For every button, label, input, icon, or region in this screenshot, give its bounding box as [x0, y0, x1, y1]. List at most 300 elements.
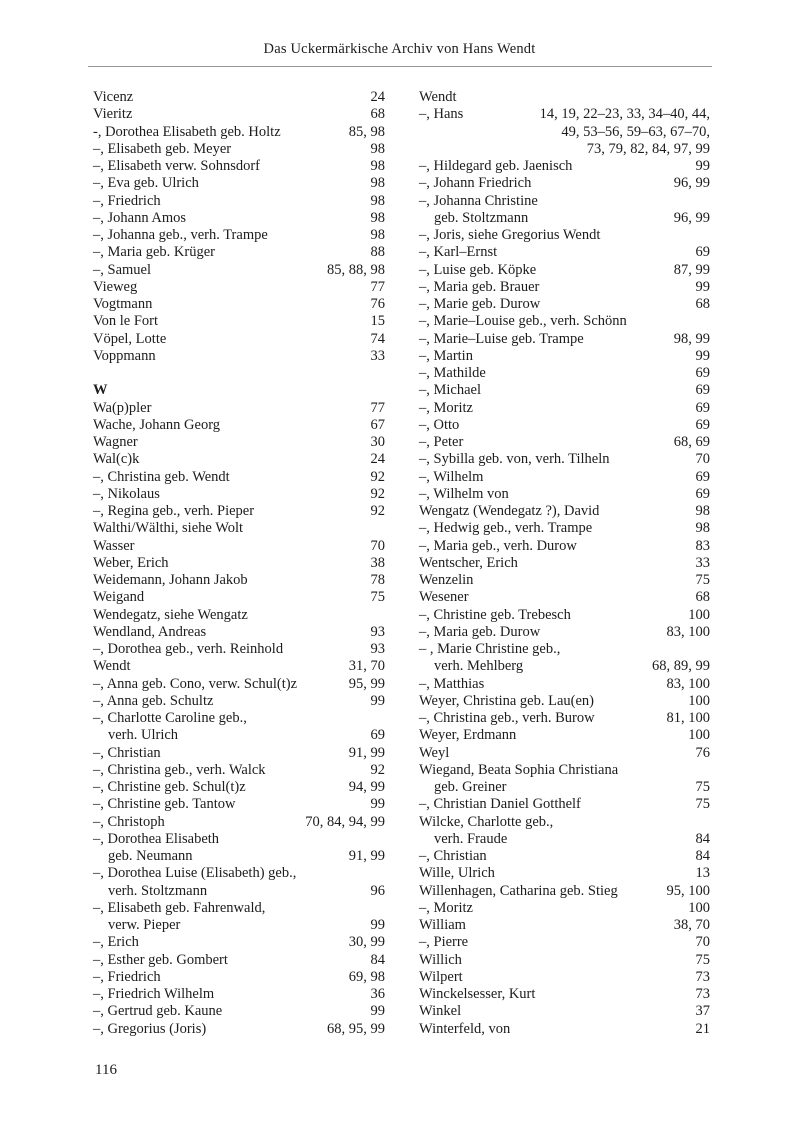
- entry-pages: 68: [695, 589, 710, 606]
- index-row: [93, 952, 385, 969]
- index-row: [93, 727, 385, 744]
- entry-name: –, Christina geb. Wendt: [93, 468, 230, 485]
- entry-name: Vöpel, Lotte: [93, 330, 167, 347]
- index-row: [93, 331, 385, 348]
- index-row: [419, 710, 710, 727]
- entry-pages: 84: [695, 830, 710, 847]
- entry-name: Weyer, Christina geb. Lau(en): [419, 692, 595, 709]
- page-number: 116: [95, 1062, 117, 1078]
- entry-name: –, Samuel: [93, 261, 151, 278]
- entry-pages: 70, 84, 94, 99: [305, 813, 385, 830]
- entry-name: verh. Stoltzmann: [108, 882, 208, 899]
- entry-name: Wendt: [93, 658, 131, 675]
- entry-name: –, Hans: [419, 106, 464, 123]
- entry-name: verh. Ulrich: [108, 727, 179, 744]
- entry-pages: 84: [370, 951, 385, 968]
- index-row: [93, 89, 385, 106]
- header-rule: [88, 66, 712, 67]
- index-row: [419, 641, 710, 658]
- index-row: [419, 831, 710, 848]
- entry-pages: 96, 99: [673, 175, 710, 192]
- entry-pages: 75: [695, 779, 710, 795]
- index-row: [419, 1021, 710, 1038]
- entry-pages: 68, 95, 99: [327, 1020, 385, 1037]
- entry-pages: 100: [688, 606, 710, 623]
- entry-pages: 88: [370, 244, 385, 261]
- index-column-left: [93, 89, 385, 1038]
- index-row: [93, 365, 385, 382]
- entry-name: geb. Stoltzmann: [434, 209, 529, 226]
- entry-name: –, Anna geb. Schultz: [93, 692, 214, 709]
- index-row: [93, 434, 385, 451]
- entry-pages: 95, 99: [348, 675, 385, 692]
- index-row: [93, 193, 385, 210]
- entry-pages: 93: [370, 641, 385, 657]
- entry-pages: 69: [695, 416, 710, 433]
- entry-pages: 69: [370, 727, 385, 744]
- entry-name: –, Maria geb. Krüger: [93, 244, 215, 261]
- entry-name: –, Regina geb., verh. Pieper: [93, 503, 255, 519]
- index-row: [419, 848, 710, 865]
- entry-pages: 84: [695, 848, 710, 864]
- index-row: [419, 969, 710, 986]
- entry-pages: 98: [370, 209, 385, 226]
- entry-name: –, Nikolaus: [93, 485, 160, 502]
- entry-pages: 74: [370, 330, 385, 347]
- entry-pages: 68: [370, 106, 385, 123]
- index-row: [93, 244, 385, 261]
- entry-name: –, Maria geb. Brauer: [419, 278, 540, 295]
- entry-pages: 92: [370, 468, 385, 485]
- entry-pages: 24: [370, 89, 385, 105]
- entry-name: verw. Pieper: [108, 917, 181, 933]
- entry-name: –, Christian: [93, 744, 161, 761]
- index-row: [419, 503, 710, 520]
- entry-name: Wache, Johann Georg: [93, 416, 221, 433]
- entry-pages: 83, 100: [666, 623, 710, 640]
- entry-pages: 87, 99: [673, 261, 710, 278]
- index-row: [419, 227, 710, 244]
- index-row: [419, 158, 710, 175]
- entry-name: Willich: [419, 951, 462, 968]
- entry-name: Von le Fort: [93, 313, 158, 330]
- index-row: [93, 1003, 385, 1020]
- entry-name: verh. Fraude: [434, 830, 508, 847]
- index-row: [93, 382, 385, 399]
- entry-pages: 94, 99: [348, 779, 385, 795]
- entry-pages: 73: [695, 986, 710, 1002]
- entry-name: –, Friedrich Wilhelm: [93, 986, 215, 1002]
- index-row: [93, 900, 385, 917]
- index-row: [93, 589, 385, 606]
- entry-name: –, Wilhelm: [419, 468, 484, 485]
- entry-pages: 81, 100: [666, 710, 710, 726]
- entry-pages: 13: [695, 865, 710, 882]
- entry-pages: 37: [695, 1003, 710, 1020]
- entry-name: Vicenz: [93, 89, 134, 105]
- entry-name: –, Johann Friedrich: [419, 175, 532, 192]
- index-row: [419, 89, 710, 106]
- entry-pages: 75: [695, 951, 710, 968]
- index-row: [93, 227, 385, 244]
- index-row: [93, 451, 385, 468]
- index-row: [419, 900, 710, 917]
- entry-name: –, Christoph: [93, 813, 165, 830]
- entry-name: –, Joris, siehe Gregorius Wendt: [419, 227, 601, 243]
- entry-pages: 99: [370, 796, 385, 813]
- entry-pages: 36: [370, 986, 385, 1002]
- index-row: [93, 934, 385, 951]
- index-row: [419, 796, 710, 813]
- entry-name: Weidemann, Johann Jakob: [93, 572, 248, 588]
- entry-pages: 100: [688, 692, 710, 709]
- entry-name: Wa(p)pler: [93, 399, 152, 416]
- entry-pages: 69: [695, 365, 710, 381]
- entry-pages: 33: [695, 554, 710, 571]
- index-row: [93, 469, 385, 486]
- entry-name: Vieweg: [93, 278, 138, 295]
- entry-name: –, Marie–Louise geb., verh. Schönn: [419, 313, 627, 330]
- entry-pages: 99: [695, 278, 710, 295]
- index-row: [93, 883, 385, 900]
- entry-name: Vieritz: [93, 106, 133, 123]
- entry-name: –, Moritz: [419, 899, 473, 916]
- entry-name: –, Dorothea geb., verh. Reinhold: [93, 641, 284, 657]
- entry-pages: 76: [370, 296, 385, 312]
- entry-pages: 99: [695, 158, 710, 174]
- entry-name: –, Gregorius (Joris): [93, 1020, 207, 1037]
- index-row: [93, 417, 385, 434]
- index-row: [93, 141, 385, 158]
- index-row: [93, 917, 385, 934]
- entry-pages: 99: [370, 1003, 385, 1020]
- index-row: [419, 572, 710, 589]
- entry-pages: 99: [370, 692, 385, 709]
- index-row: [93, 831, 385, 848]
- entry-name: Voppmann: [93, 347, 156, 364]
- index-row: [419, 883, 710, 900]
- entry-pages: 73: [695, 968, 710, 985]
- entry-pages: 75: [370, 589, 385, 606]
- index-row: [419, 417, 710, 434]
- index-row: [93, 865, 385, 882]
- entry-pages: 68: [695, 296, 710, 312]
- entry-name: –, Friedrich: [93, 968, 161, 985]
- entry-pages: 69: [695, 399, 710, 416]
- entry-name: Winterfeld, von: [419, 1020, 511, 1037]
- entry-name: Wentscher, Erich: [419, 554, 518, 571]
- entry-name: Wilcke, Charlotte geb.,: [419, 813, 554, 830]
- index-row: [419, 934, 710, 951]
- index-row: [93, 555, 385, 572]
- entry-name: –, Gertrud geb. Kaune: [93, 1003, 223, 1020]
- index-row: [419, 520, 710, 537]
- entry-pages: 77: [370, 399, 385, 416]
- index-row: [93, 762, 385, 779]
- index-row: [419, 952, 710, 969]
- index-row: [419, 1003, 710, 1020]
- index-row: [419, 676, 710, 693]
- entry-name: –, Peter: [419, 434, 464, 450]
- index-row: [93, 607, 385, 624]
- entry-name: –, Dorothea Elisabeth: [93, 830, 220, 847]
- entry-name: –, Christian: [419, 848, 487, 864]
- entry-name: –, Marie geb. Durow: [419, 296, 541, 312]
- entry-name: Wagner: [93, 434, 138, 450]
- entry-name: –, Maria geb., verh. Durow: [419, 537, 577, 554]
- entry-name: –, Johanna geb., verh. Trampe: [93, 227, 268, 243]
- entry-pages: 98: [370, 192, 385, 209]
- entry-pages: 69: [695, 382, 710, 399]
- entry-name: –, Sybilla geb. von, verh. Tilheln: [419, 451, 610, 468]
- entry-pages: 100: [688, 899, 710, 916]
- entry-name: -, Dorothea Elisabeth geb. Holtz: [93, 123, 281, 140]
- entry-name: –, Otto: [419, 416, 460, 433]
- entry-pages: 69: [695, 468, 710, 485]
- entry-pages: 99: [370, 917, 385, 933]
- entry-name: –, Johann Amos: [93, 209, 187, 226]
- index-row: [93, 210, 385, 227]
- index-row: [419, 193, 710, 210]
- index-row: [419, 175, 710, 192]
- entry-pages: 73, 79, 82, 84, 97, 99: [586, 140, 710, 157]
- index-row: [419, 365, 710, 382]
- entry-name: –, Pierre: [419, 934, 469, 951]
- entry-name: –, Anna geb. Cono, verw. Schul(t)z: [93, 675, 298, 692]
- index-row: [419, 814, 710, 831]
- entry-name: –, Christina geb., verh. Burow: [419, 710, 595, 726]
- index-row: [93, 969, 385, 986]
- entry-pages: 98: [370, 140, 385, 157]
- index-row: [419, 124, 710, 141]
- index-row: [419, 451, 710, 468]
- index-row: [93, 348, 385, 365]
- entry-pages: 15: [370, 313, 385, 330]
- running-head-title: Das Uckermärkische Archiv von Hans Wendt: [263, 41, 536, 57]
- entry-name: Wesener: [419, 589, 469, 606]
- index-row: [93, 572, 385, 589]
- index-row: [93, 538, 385, 555]
- index-row: [93, 106, 385, 123]
- index-row: [93, 986, 385, 1003]
- index-row: [93, 175, 385, 192]
- entry-pages: 30: [370, 434, 385, 450]
- entry-name: William: [419, 917, 466, 933]
- entry-name: –, Dorothea Luise (Elisabeth) geb.,: [93, 865, 297, 882]
- entry-name: –, Christine geb. Trebesch: [419, 606, 571, 623]
- index-row: [93, 520, 385, 537]
- index-row: [93, 158, 385, 175]
- entry-name: Walthi/Wälthi, siehe Wolt: [93, 520, 244, 537]
- index-row: [93, 400, 385, 417]
- entry-name: –, Hildegard geb. Jaenisch: [419, 158, 573, 174]
- entry-pages: 99: [695, 347, 710, 364]
- entry-pages: 78: [370, 572, 385, 588]
- entry-name: –, Eva geb. Ulrich: [93, 175, 199, 192]
- index-row: [419, 538, 710, 555]
- entry-pages: 30, 99: [348, 934, 385, 951]
- index-row: [419, 658, 710, 675]
- index-row: [93, 658, 385, 675]
- entry-pages: 33: [370, 347, 385, 364]
- entry-pages: 92: [370, 503, 385, 519]
- entry-name: W: [93, 382, 108, 399]
- entry-pages: 69: [695, 485, 710, 502]
- entry-pages: 69: [695, 244, 710, 261]
- index-row: [419, 727, 710, 744]
- entry-pages: 91, 99: [348, 848, 385, 864]
- index-row: [419, 262, 710, 279]
- index-row: [93, 313, 385, 330]
- index-row: [93, 814, 385, 831]
- index-row: [419, 917, 710, 934]
- entry-name: Wilpert: [419, 968, 463, 985]
- entry-name: –, Karl–Ernst: [419, 244, 498, 261]
- index-row: [93, 693, 385, 710]
- entry-name: –, Elisabeth geb. Fahrenwald,: [93, 899, 266, 916]
- entry-name: –, Martin: [419, 347, 473, 364]
- entry-pages: 98: [695, 520, 710, 537]
- entry-name: –, Christine geb. Schul(t)z: [93, 779, 246, 795]
- entry-pages: 85, 98: [348, 123, 385, 140]
- entry-pages: 91, 99: [348, 744, 385, 761]
- entry-pages: 75: [695, 796, 710, 813]
- entry-pages: 95, 100: [666, 882, 710, 899]
- index-row: [93, 710, 385, 727]
- entry-name: geb. Neumann: [108, 848, 193, 864]
- entry-name: Wal(c)k: [93, 451, 140, 468]
- entry-name: –, Christine geb. Tantow: [93, 796, 236, 813]
- entry-pages: 14, 19, 22–23, 33, 34–40, 44,: [539, 106, 710, 123]
- entry-name: –, Erich: [93, 934, 139, 951]
- index-row: [93, 641, 385, 658]
- entry-pages: 69, 98: [348, 968, 385, 985]
- index-row: [419, 762, 710, 779]
- index-row: [419, 382, 710, 399]
- entry-name: Willenhagen, Catharina geb. Stieg: [419, 882, 618, 899]
- entry-name: Wille, Ulrich: [419, 865, 495, 882]
- entry-name: –, Maria geb. Durow: [419, 623, 541, 640]
- entry-name: –, Friedrich: [93, 192, 161, 209]
- entry-name: geb. Greiner: [434, 779, 507, 795]
- index-column-right: [419, 89, 710, 1038]
- entry-name: –, Hedwig geb., verh. Trampe: [419, 520, 593, 537]
- entry-pages: 83, 100: [666, 675, 710, 692]
- entry-name: –, Johanna Christine: [419, 192, 538, 209]
- entry-pages: 76: [695, 744, 710, 761]
- index-row: [419, 589, 710, 606]
- index-row: [419, 486, 710, 503]
- entry-pages: 98: [695, 503, 710, 519]
- entry-pages: 31, 70: [348, 658, 385, 675]
- entry-pages: 92: [370, 485, 385, 502]
- index-row: [419, 279, 710, 296]
- index-row: [93, 745, 385, 762]
- index-row: [93, 848, 385, 865]
- index-row: [419, 106, 710, 123]
- index-row: [419, 244, 710, 261]
- entry-pages: 70: [370, 537, 385, 554]
- entry-name: Winkel: [419, 1003, 462, 1020]
- entry-name: –, Elisabeth verw. Sohnsdorf: [93, 158, 260, 174]
- index-row: [419, 141, 710, 158]
- index-row: [419, 469, 710, 486]
- index-row: [419, 607, 710, 624]
- index-row: [419, 624, 710, 641]
- entry-pages: 98, 99: [673, 330, 710, 347]
- entry-pages: 100: [688, 727, 710, 744]
- entry-pages: 92: [370, 761, 385, 778]
- entry-name: –, Christina geb., verh. Walck: [93, 761, 266, 778]
- entry-name: –, Matthias: [419, 675, 485, 692]
- index-row: [93, 676, 385, 693]
- entry-name: –, Mathilde: [419, 365, 486, 381]
- entry-name: – , Marie Christine geb.,: [419, 641, 561, 657]
- entry-name: verh. Mehlberg: [434, 658, 524, 675]
- entry-pages: 38: [370, 554, 385, 571]
- entry-pages: 38, 70: [673, 917, 710, 933]
- entry-pages: 96: [370, 882, 385, 899]
- entry-pages: 83: [695, 537, 710, 554]
- entry-name: –, Moritz: [419, 399, 473, 416]
- index-row: [419, 986, 710, 1003]
- entry-pages: 70: [695, 451, 710, 468]
- index-row: [419, 745, 710, 762]
- index-row: [93, 624, 385, 641]
- index-row: [93, 1021, 385, 1038]
- index-row: [93, 262, 385, 279]
- index-row: [93, 779, 385, 796]
- index-row: [419, 313, 710, 330]
- entry-name: Winckelsesser, Kurt: [419, 986, 536, 1002]
- entry-pages: 68, 89, 99: [652, 658, 710, 675]
- index-row: [419, 296, 710, 313]
- entry-pages: 98: [370, 158, 385, 174]
- index-row: [419, 555, 710, 572]
- index-row: [419, 331, 710, 348]
- entry-name: Vogtmann: [93, 296, 153, 312]
- entry-name: Wendegatz, siehe Wengatz: [93, 606, 248, 623]
- entry-name: Wengatz (Wendegatz ?), David: [419, 503, 600, 519]
- entry-name: –, Elisabeth geb. Meyer: [93, 140, 232, 157]
- entry-pages: 75: [695, 572, 710, 588]
- entry-pages: 67: [370, 416, 385, 433]
- entry-pages: 85, 88, 98: [327, 261, 385, 278]
- entry-name: –, Esther geb. Gombert: [93, 951, 228, 968]
- index-row: [419, 400, 710, 417]
- entry-pages: 77: [370, 278, 385, 295]
- entry-name: Weyl: [419, 744, 450, 761]
- entry-pages: 21: [695, 1020, 710, 1037]
- index-row: [93, 503, 385, 520]
- index-row: [419, 693, 710, 710]
- entry-pages: 93: [370, 623, 385, 640]
- index-row: [93, 486, 385, 503]
- entry-pages: 49, 53–56, 59–63, 67–70,: [561, 123, 710, 140]
- index-row: [419, 348, 710, 365]
- index-row: [419, 210, 710, 227]
- entry-name: Weigand: [93, 589, 145, 606]
- index-row: [93, 296, 385, 313]
- entry-name: Wenzelin: [419, 572, 474, 588]
- entry-name: –, Marie–Luise geb. Trampe: [419, 330, 584, 347]
- entry-pages: 68, 69: [673, 434, 710, 450]
- entry-name: Wiegand, Beata Sophia Christiana: [419, 761, 619, 778]
- entry-name: –, Christian Daniel Gotthelf: [419, 796, 581, 813]
- entry-name: –, Wilhelm von: [419, 485, 509, 502]
- entry-pages: 98: [370, 227, 385, 243]
- entry-pages: 98: [370, 175, 385, 192]
